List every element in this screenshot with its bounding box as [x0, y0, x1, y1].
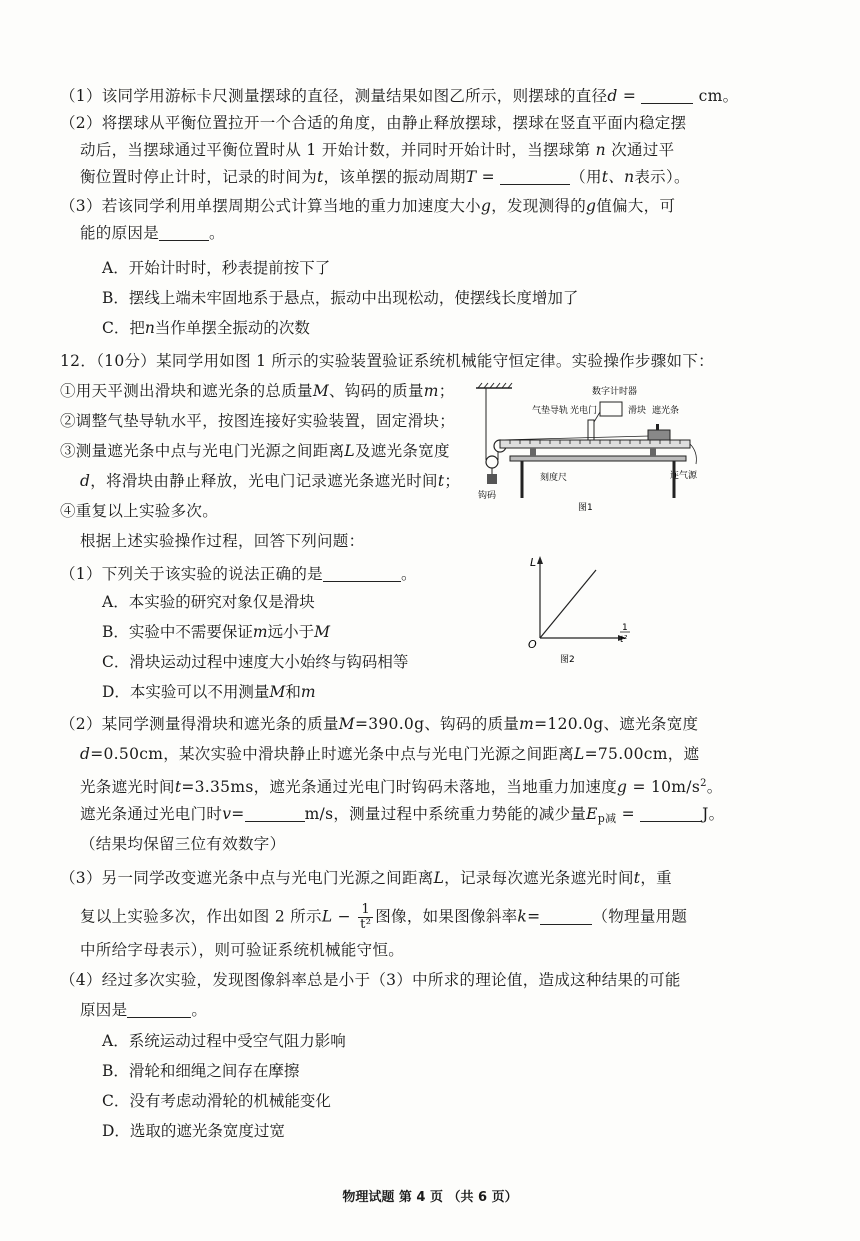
q12-part2-line1: （2）某同学测量得滑块和遮光条的质量M=390.0g、钩码的质量m=120.0g、遮光条宽度	[60, 715, 699, 733]
rail-label: 气垫导轨	[532, 406, 569, 416]
q12-step3-cont: d，将滑块由静止释放，光电门记录遮光条遮光时间t；	[80, 472, 461, 490]
q12-part3-line2: 复以上实验多次，作出如图 2 所示L − $\frac{1}{\text{t²}}$ 图像，如果图像斜率k= （物理量用题	[80, 902, 688, 932]
fraction-one-over-t-squared: $\frac{1}{\text{t²}}$	[360, 902, 372, 932]
figure-1-apparatus	[470, 380, 700, 515]
timer-label: 数字计时器	[592, 387, 638, 397]
figure-1-caption: 图1	[578, 503, 593, 513]
q12-p1-option-a: A．本实验的研究对象仅是滑块	[102, 593, 315, 611]
q12-part2-line4: 遮光条通过光电门时v= m/s，测量过程中系统重力势能的减少量$E_{p减} = J$。	[80, 805, 725, 825]
q11-part3-line1: （3）若该同学利用单摆周期公式计算当地的重力加速度大小g，发现测得的g值偏大，可	[60, 197, 676, 215]
q12-p1-option-c: C．滑块运动过程中速度大小始终与钩码相等	[102, 653, 409, 671]
graph-line	[540, 570, 596, 638]
q11-option-b: B．摆线上端未牢固地系于悬点，振动中出现松动，使摆线长度增加了	[102, 289, 579, 307]
x-axis-label-num: 1	[622, 623, 628, 633]
answer-blank-period[interactable]	[500, 168, 570, 185]
answer-blank-cause[interactable]	[127, 1001, 191, 1018]
rail-support-right	[650, 448, 656, 456]
q12-part3-line3: 中所给字母表示），则可验证系统机械能守恒。	[80, 941, 405, 959]
answer-blank-energy[interactable]	[640, 805, 702, 822]
q12-p4-option-a: A．系统运动过程中受空气阻力影响	[102, 1032, 346, 1050]
table-top	[510, 456, 686, 461]
q11-part1: （1）该同学用游标卡尺测量摆球的直径，测量结果如图乙所示，则摆球的直径d = cm。	[60, 87, 739, 105]
q11-part2-line2: 动后，当摆球通过平衡位置时从 1 开始计数，并同时开始计时，当摆球第 n 次通过平	[80, 141, 675, 159]
light-strip	[656, 424, 659, 430]
y-axis-label: L	[530, 556, 537, 569]
string-on-rail	[500, 436, 650, 440]
q12-part4-line2: 原因是 。	[80, 1001, 208, 1019]
slider-label: 滑块	[628, 406, 647, 416]
q12-step3: ③测量遮光条中点与光电门光源之间距离L及遮光条宽度	[60, 442, 450, 460]
strip-label: 遮光条	[652, 406, 680, 416]
photogate	[588, 420, 594, 440]
q12-part2-line3: 光条遮光时间t=3.35ms，遮光条通过光电门时钩码未落地，当地重力加速度$g = 10m/s^2$。	[80, 778, 723, 796]
q12-part3-line1: （3）另一同学改变遮光条中点与光电门光源之间距离L，记录每次遮光条遮光时间t，重	[60, 869, 672, 887]
weight-label: 钩码	[478, 491, 497, 501]
answer-blank-reason[interactable]	[159, 224, 209, 241]
answer-blank-diameter[interactable]	[641, 87, 693, 104]
ruler-label: 刻度尺	[540, 473, 568, 483]
digital-timer	[600, 402, 622, 416]
q12-p4-option-c: C．没有考虑动滑轮的机械能变化	[102, 1092, 331, 1110]
y-axis-arrow	[537, 556, 543, 564]
rail-support-left	[530, 448, 536, 456]
q12-part1: （1）下列关于该实验的说法正确的是 。	[60, 565, 417, 583]
q12-part2-note: （结果均保留三位有效数字）	[80, 835, 286, 853]
q11-part2-line1: （2）将摆球从平衡位置拉开一个合适的角度，由静止释放摆球，摆球在竖直平面内稳定摆	[60, 114, 687, 132]
figure-2-caption: 图2	[560, 655, 575, 665]
q12-p1-option-d: D．本实验可以不用测量M和m	[102, 683, 316, 701]
q12-p4-option-b: B．滑轮和细绳之间存在摩擦	[102, 1062, 300, 1080]
air-track-rail	[500, 440, 690, 448]
slider-block	[648, 430, 670, 440]
gate-label: 光电门	[570, 406, 598, 416]
q12-step1: ①用天平测出滑块和遮光条的总质量M、钩码的质量m；	[60, 382, 455, 400]
q11-option-a: A．开始计时时，秒表提前按下了	[102, 259, 331, 277]
q12-part2-line2: d=0.50cm，某次实验中滑块静止时遮光条中点与光电门光源之间距离L=75.00cm，遮	[80, 745, 700, 763]
answer-blank-slope[interactable]	[540, 908, 592, 925]
q12-part4-line1: （4）经过多次实验，发现图像斜率总是小于（3）中所求的理论值，造成这种结果的可能	[60, 971, 681, 989]
air-hose	[690, 444, 696, 464]
q11-part2-line3: 衡位置时停止计时，记录的时间为t，该单摆的振动周期T = （用t、n表示）。	[80, 168, 690, 186]
page-footer: 物理试题 第 4 页 （共 6 页）	[342, 1190, 518, 1205]
hanging-weight	[487, 474, 497, 484]
q12-p4-option-d: D．选取的遮光条宽度过宽	[102, 1122, 285, 1140]
q12-intro: 根据上述实验操作过程，回答下列问题：	[80, 532, 365, 550]
q12-heading: 12．（10分）某同学用如图 1 所示的实验装置验证系统机械能守恒定律。实验操作步骤如下：	[60, 352, 714, 370]
answer-blank-velocity[interactable]	[245, 805, 305, 822]
q11-part3-line2: 能的原因是 。	[80, 224, 225, 242]
origin-label: O	[528, 638, 537, 651]
x-axis-label-den: t²	[620, 635, 628, 645]
q12-p1-option-b: B．实验中不需要保证m远小于M	[102, 623, 330, 641]
figure-2-graph	[520, 550, 650, 670]
answer-blank-correct-statement[interactable]	[323, 565, 401, 582]
source-label: 连气源	[670, 471, 698, 481]
q11-option-c: C．把n当作单摆全振动的次数	[102, 319, 310, 337]
q12-step4: ④重复以上实验多次。	[60, 502, 219, 520]
movable-pulley	[486, 456, 498, 468]
q12-step2: ②调整气垫导轨水平，按图连接好实验装置，固定滑块；	[60, 412, 456, 430]
